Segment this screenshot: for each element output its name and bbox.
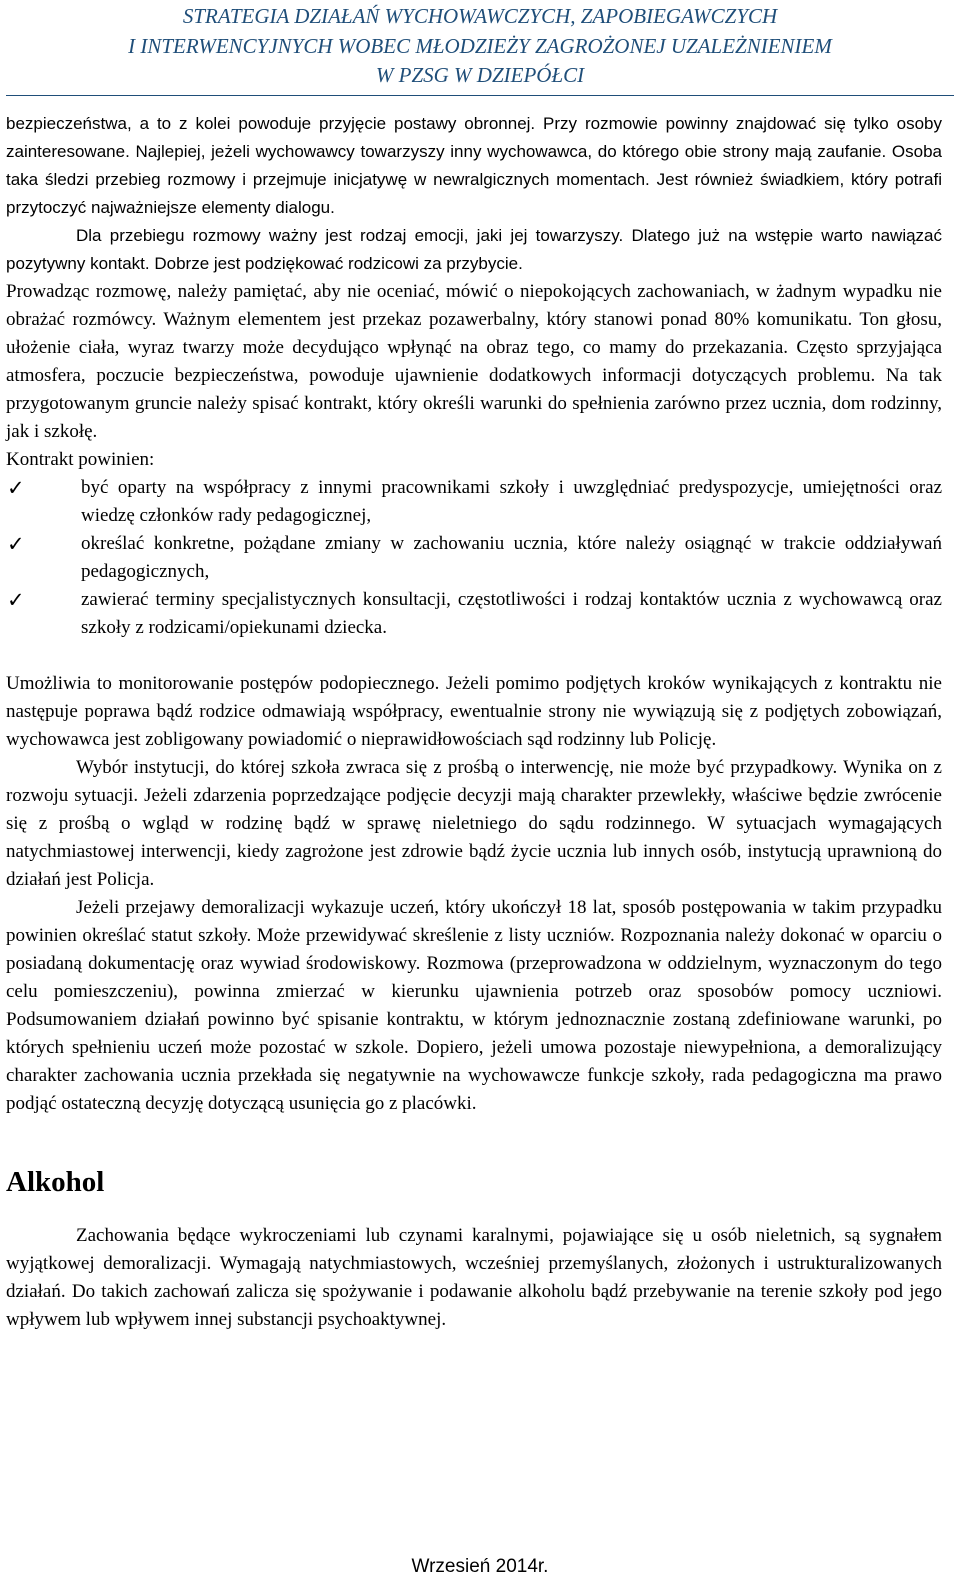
document-header [0,2,960,91]
page-footer-date: Wrzesień 2014r. [411,1556,549,1577]
paragraph-alcohol: Zachowania będące wykroczeniami lub czynami karalnymi, pojawiające się u osób nieletnich, są sygnałem wyjątkowej demoralizacji. Wymagają natychmiastowych, wcześniej przemyślanych, złożonych i ustrukturalizowanych działań. Do takich zachowań zalicza się spożywanie i podawanie alkoholu bądź przebywanie na terenie szkoły pod jego wpływem lub wpływem innej substancji psychoaktywnej. [6,1225,942,1330]
list-item [7,474,942,530]
header-line-3: W PZSG W DZIEPÓŁCI [375,63,585,87]
checkmark-icon: ✓ [7,532,25,556]
header-divider [6,95,954,96]
list-item-text: określać konkretne, pożądane zmiany w zachowaniu ucznia, które należy osiągnąć w trakcie oddziaływań pedagogicznych, [81,533,942,582]
list-item [7,530,942,586]
contract-checklist [6,474,942,642]
checkmark-icon: ✓ [7,588,25,612]
paragraph-emotions: Dla przebiegu rozmowy ważny jest rodzaj emocji, jaki jej towarzyszy. Dlatego już na wstępie warto nawiązać pozytywny kontakt. Dobrze jest podziękować rodzicowi za przybycie. [6,226,942,273]
paragraph-monitoring: Umożliwia to monitorowanie postępów podopiecznego. Jeżeli pomimo podjętych kroków wynikających z kontraktu nie następuje poprawa bądź rodzice odmawiają współpracy, ewentualnie strony nie wywiązują się z podjętych zobowiązań, wychowawca jest zobligowany powiadomić o nieprawidłowościach sąd rodzinny lub Policję. [6,673,942,750]
spacer [6,642,942,670]
section-heading-alcohol: Alkohol [6,1166,105,1198]
paragraph-conducting-interview: Prowadząc rozmowę, należy pamiętać, aby nie oceniać, mówić o niepokojących zachowaniach, w żadnym wypadku nie obrażać rozmówcy. Ważnym elementem jest przekaz pozawerbalny, który stanowi ponad 80% komunikatu. Ton głosu, ułożenie ciała, wyraz twarzy może decydująco wpłynąć na obraz tego, co mamy do przekazania. Często sprzyjająca atmosfera, poczucie bezpieczeństwa, powoduje ujawnienie dodatkowych informacji dotyczących problemu. Na tak przygotowanym gruncie należy spisać kontrakt, który określi warunki do spełnienia zarówno przez ucznia, dom rodzinny, jak i szkołę. [6,281,942,442]
list-item [7,586,942,642]
checkmark-icon: ✓ [7,476,25,500]
list-item-text: być oparty na współpracy z innymi pracownikami szkoły i uwzględniać predyspozycje, umiejętności oraz wiedzę członków rady pedagogicznej, [81,477,942,526]
paragraph-institution-choice: Wybór instytucji, do której szkoła zwraca się z prośbą o interwencję, nie może być przypadkowy. Wynika on z rozwoju sytuacji. Jeżeli zdarzenia poprzedzające podjęcie decyzji mają charakter przewlekły, właściwe będzie zwrócenie się z prośbą o wgląd w rodzinę bądź w sprawę nieletniego do sądu rodzinnego. W sytuacjach wymagających natychmiastowej interwencji, kiedy zagrożone jest zdrowie bądź życie ucznia lub innych osób, instytucją uprawnioną do działań jest Policja. [6,757,942,890]
paragraph-interview-setting: bezpieczeństwa, a to z kolei powoduje przyjęcie postawy obronnej. Przy rozmowie powinny znajdować się tylko osoby zainteresowane. Najlepiej, jeżeli wychowawcy towarzyszy inny wychowawca, do którego obie strony mają zaufanie. Osoba taka śledzi przebieg rozmowy i przejmuje inicjatywę w newralgicznych momentach. Jest również świadkiem, który potrafi przytoczyć najważniejsze elementy dialogu. [6,114,942,217]
list-item-text: zawierać terminy specjalistycznych konsultacji, częstotliwości i rodzaj kontaktów ucznia z wychowawcą oraz szkoły z rodzicami/opiekunami dziecka. [81,589,942,638]
contract-intro: Kontrakt powinien: [6,449,155,470]
paragraph-adult-student: Jeżeli przejawy demoralizacji wykazuje uczeń, który ukończył 18 lat, sposób postępowania w takim przypadku powinien określać statut szkoły. Może przewidywać skreślenie z listy uczniów. Rozpoznania należy dokonać w oparciu o posiadaną dokumentację oraz wywiad środowiskowy. Rozmowa (przeprowadzona w oddzielnym, wyznaczonym do tego celu pomieszczeniu), powinna zmierzać w kierunku ujawnienia potrzeb oraz sposobów pomocy uczniowi. Podsumowaniem działań powinno być spisanie kontraktu, w którym jednoznacznie zostaną zdefiniowane warunki, po których spełnieniu uczeń może pozostać w szkole. Dopiero, jeżeli umowa pozostaje niewypełniona, a demoralizujący charakter zachowania ucznia przekłada się negatywnie na wychowawcze funkcje szkoły, rada pedagogiczna ma prawo podjąć ostateczną decyzję dotyczącą usunięcia go z placówki. [6,897,942,1114]
document-body [6,110,942,1334]
header-line-1: STRATEGIA DZIAŁAŃ WYCHOWAWCZYCH, ZAPOBIEGAWCZYCH [182,4,778,28]
header-line-2: I INTERWENCYJNYCH WOBEC MŁODZIEŻY ZAGROŻONEJ UZALEŻNIENIEM [128,33,832,58]
